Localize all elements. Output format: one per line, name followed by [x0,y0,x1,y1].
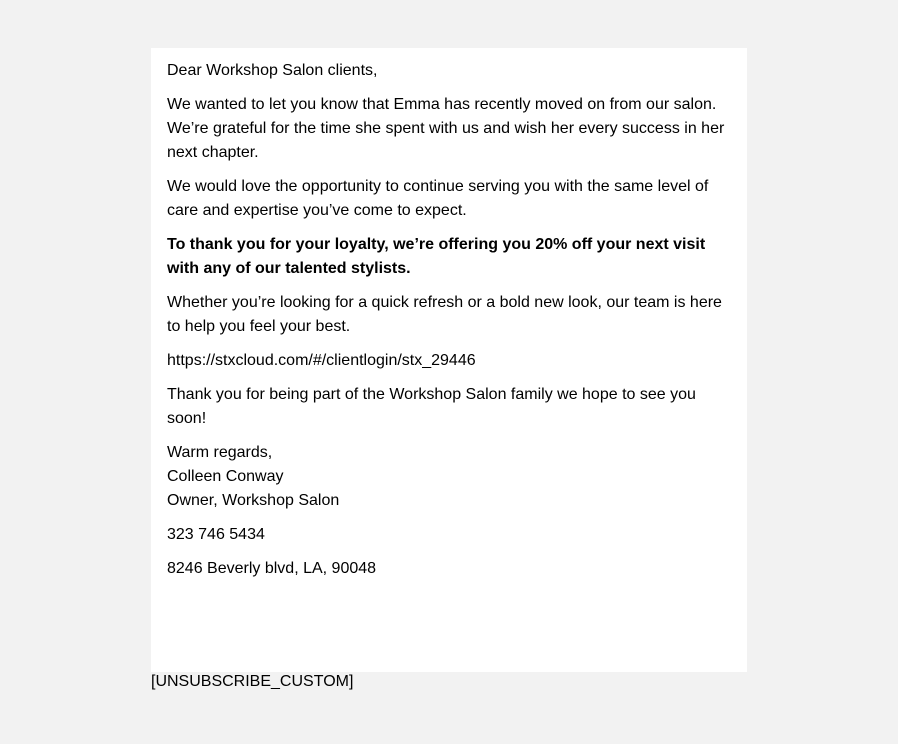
email-paragraph-look: Whether you’re looking for a quick refresh or a bold new look, our team is here to help you feel your best. [167,294,722,335]
email-address: 8246 Beverly blvd, LA, 90048 [167,560,377,577]
email-greeting: Dear Workshop Salon clients, [167,62,378,79]
unsubscribe-placeholder: [UNSUBSCRIBE_CUSTOM] [151,673,354,690]
signature-name: Colleen Conway [167,468,284,485]
email-phone: 323 746 5434 [167,526,265,543]
email-signature [167,441,731,513]
email-thanks: Thank you for being part of the Workshop Salon family we hope to see you soon! [167,386,696,427]
email-offer: To thank you for your loyalty, we’re offering you 20% off your next visit with any of our talented stylists. [167,236,706,277]
client-login-link[interactable]: https://stxcloud.com/#/clientlogin/stx_29446 [167,352,476,369]
email-paragraph-service: We would love the opportunity to continue serving you with the same level of care and expertise you’ve come to expect. [167,178,709,219]
signature-title: Owner, Workshop Salon [167,492,340,509]
signature-closing: Warm regards, [167,444,273,461]
email-body [151,48,747,672]
email-paragraph-departure: We wanted to let you know that Emma has recently moved on from our salon. We’re grateful for the time she spent with us and wish her every success in her next chapter. [167,96,725,161]
email-link-paragraph [167,349,731,373]
